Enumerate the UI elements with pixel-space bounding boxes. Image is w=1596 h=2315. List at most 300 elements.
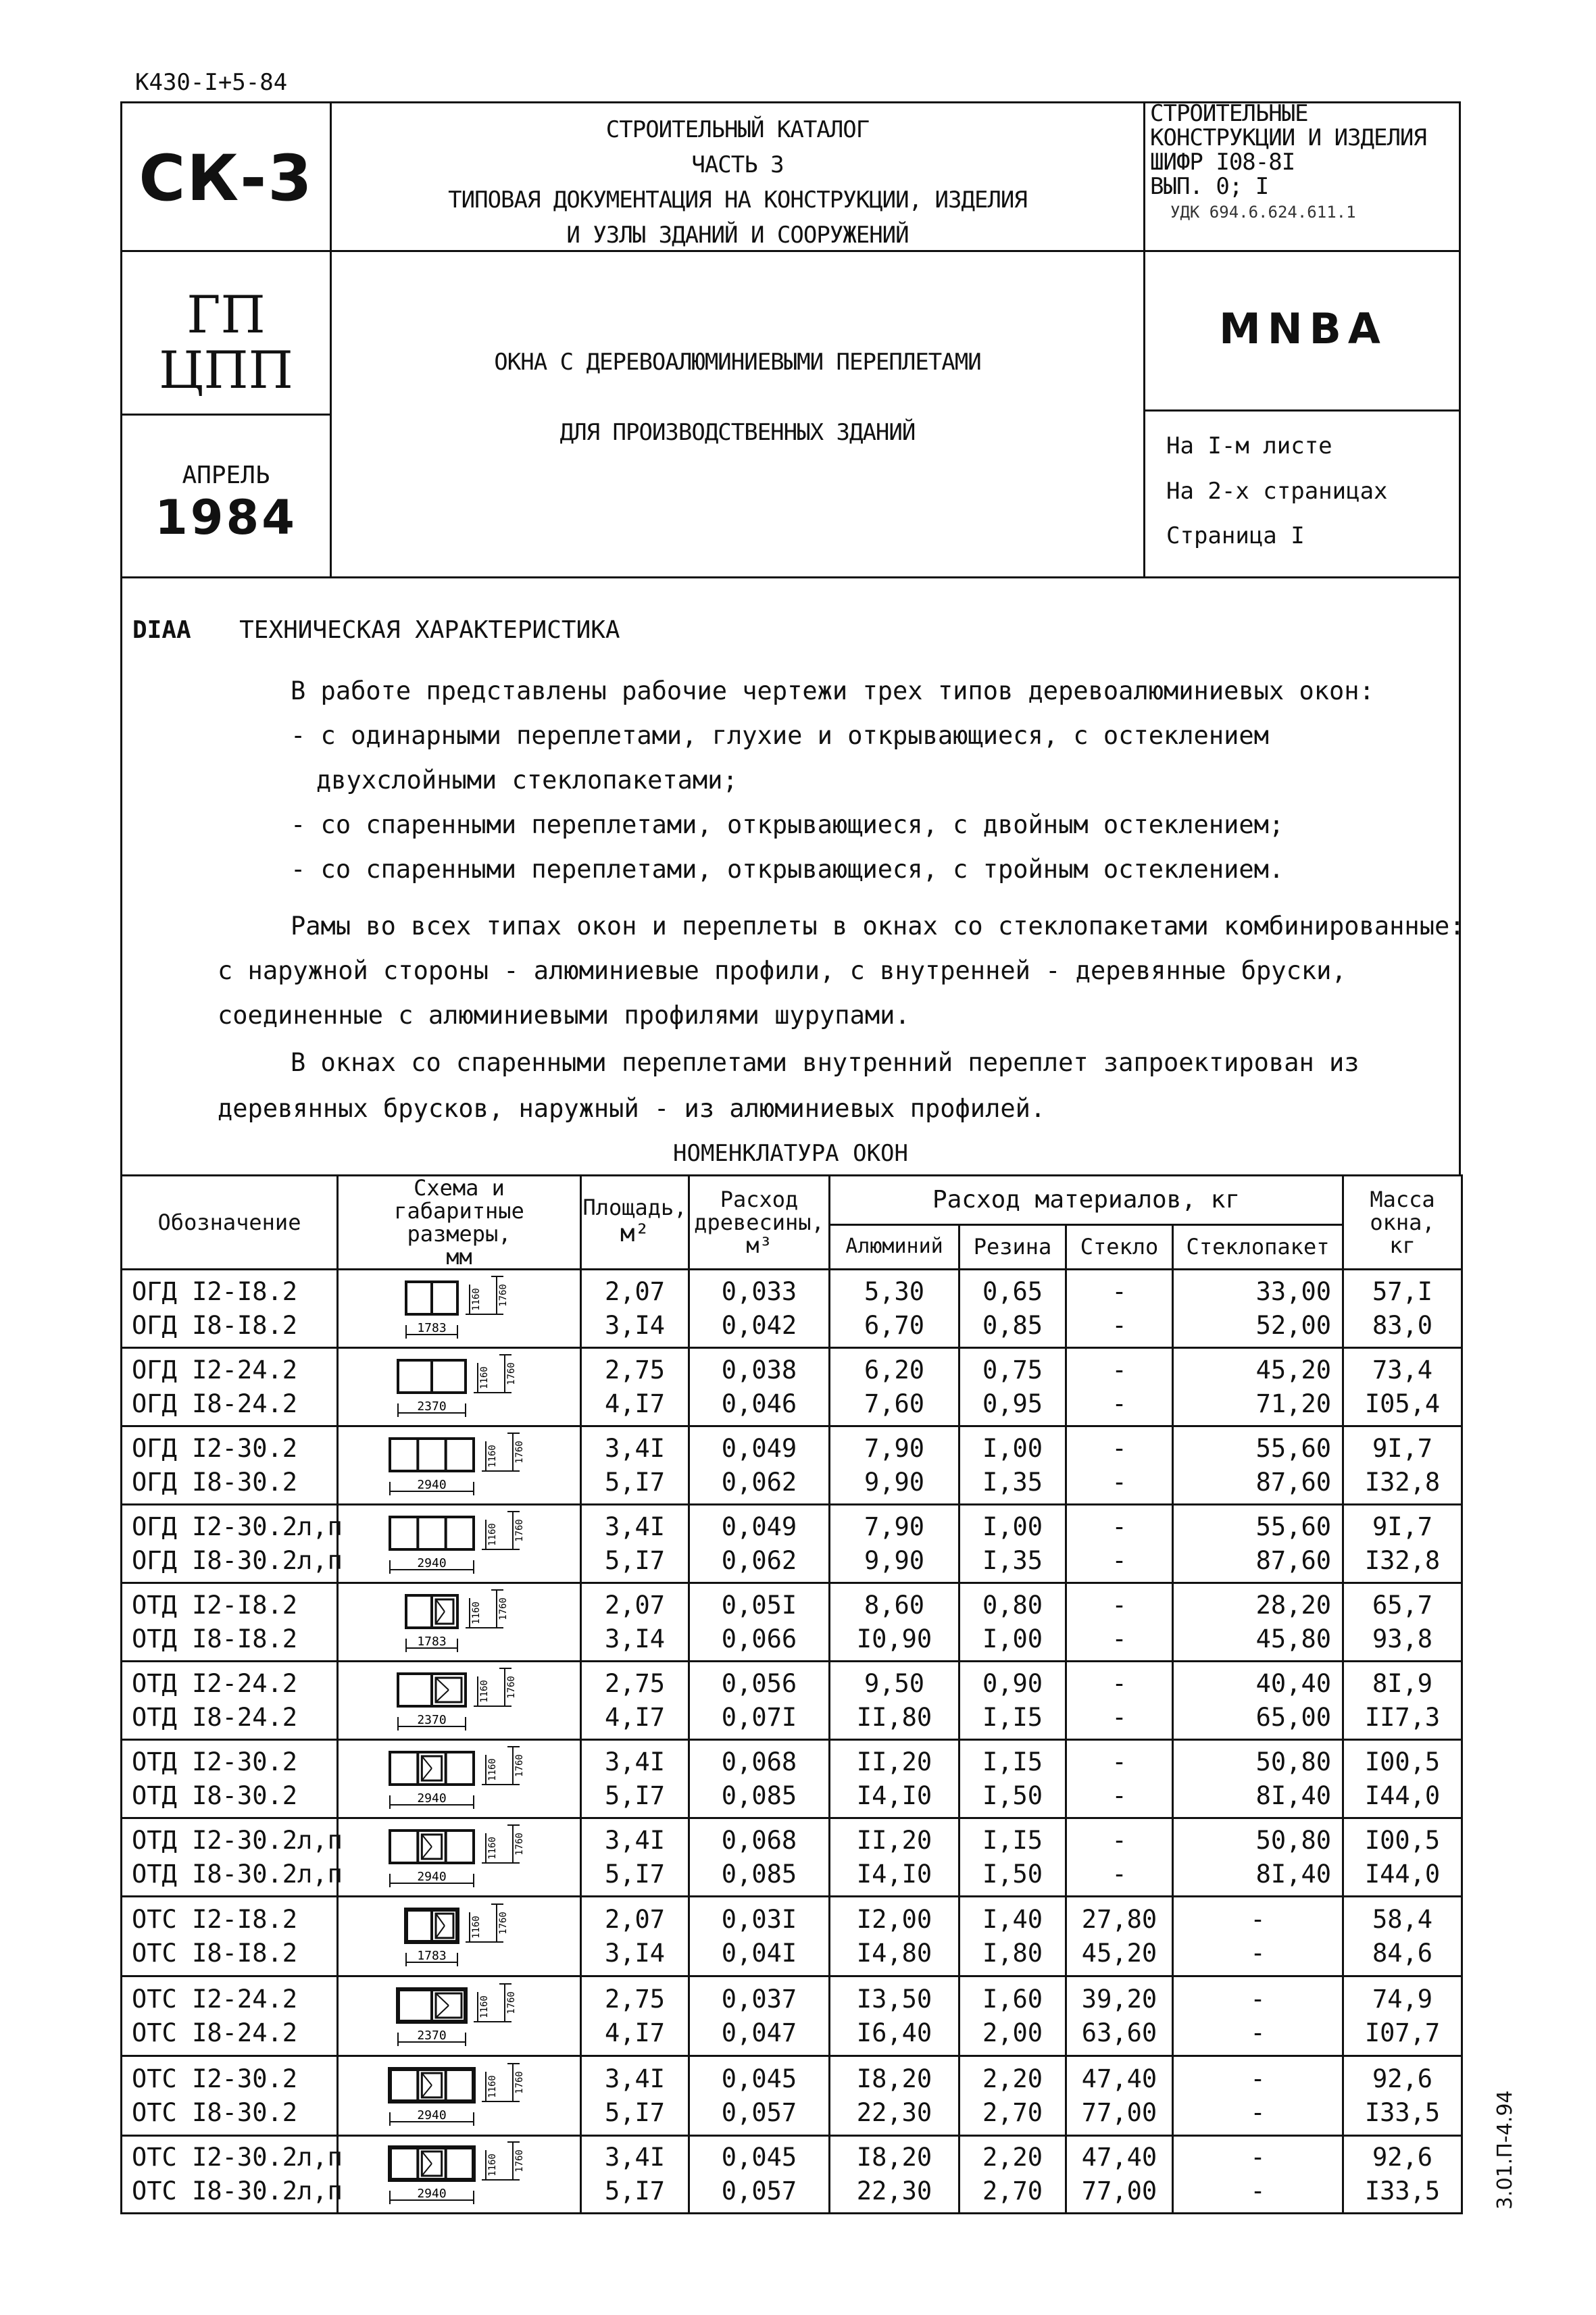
cell-al (830, 1426, 959, 1505)
cell-rub (959, 1348, 1066, 1426)
cell-wood (689, 1426, 830, 1505)
cell-al (830, 1505, 959, 1583)
schema-height-label: 1160 (479, 1679, 490, 1703)
cell-value: 0,062 (721, 1467, 797, 1497)
cell-unit (1173, 1740, 1343, 1818)
section-line: СТРОИТЕЛЬНЫЕ (1150, 100, 1308, 127)
header-area (581, 1176, 689, 1270)
cell-value: 0,90 (982, 1668, 1043, 1698)
cell-mass (1343, 1505, 1462, 1583)
header-wood-line: древесины, (694, 1210, 824, 1235)
cell-value: ОТС I2-30.2л,п (132, 2143, 343, 2172)
cell-value: I,40 (982, 1904, 1043, 1934)
cell-des (122, 1270, 338, 1348)
cell-value: 2,20 (982, 2143, 1043, 2172)
cell-value: 0,042 (721, 1310, 797, 1340)
header-schema-line: Схема и (414, 1175, 505, 1201)
window-schema-icon (339, 1978, 579, 2051)
cell-value: 9,50 (864, 1668, 925, 1698)
cell-value: ОТД I8-30.2л,п (132, 1859, 343, 1889)
cell-value: 87,60 (1255, 1545, 1332, 1575)
cell-rub (959, 1583, 1066, 1662)
cell-value: - (1112, 1467, 1127, 1497)
cell-al (830, 1897, 959, 1976)
issue-date (122, 459, 330, 543)
paragraph-line: с наружной стороны - алюминиевые профили, с внутренней - деревянные бруски, (218, 956, 1347, 985)
cell-value: 0,80 (982, 1590, 1043, 1620)
cell-value: I0,90 (856, 1624, 932, 1653)
schema-width-label: 2940 (417, 2108, 447, 2122)
cell-value: - (1112, 1512, 1127, 1541)
cell-value: - (1112, 1859, 1127, 1889)
cell-value: 50,80 (1255, 1825, 1332, 1855)
cell-value: II7,3 (1364, 1702, 1441, 1732)
cell-rub (959, 1897, 1066, 1976)
cell-value: ОТС I2-24.2 (132, 1984, 298, 2014)
sheet-info-line: Страница I (1166, 522, 1305, 549)
cell-rub (959, 1662, 1066, 1740)
schema-width-label: 2940 (417, 2187, 447, 2201)
cell-area (581, 1740, 689, 1818)
cell-value: I8,20 (856, 2064, 932, 2093)
cell-wood (689, 2136, 830, 2214)
schema-width-label: 1783 (417, 1634, 447, 1649)
cell-value: 0,07I (721, 1702, 797, 1732)
schema-height-label: 1160 (487, 1444, 498, 1468)
cell-value: 8I,40 (1255, 1859, 1332, 1889)
cell-value: I,80 (982, 1938, 1043, 1968)
paragraph-line: - с одинарными переплетами, глухие и открывающиеся, с остеклением (291, 721, 1269, 750)
cell-value: 3,I4 (604, 1938, 666, 1968)
cell-rub (959, 2056, 1066, 2136)
schema-height-label: 1760 (498, 1911, 509, 1935)
cell-value: - (1112, 1310, 1127, 1340)
cell-value: ОГД I2-24.2 (132, 1355, 298, 1385)
cell-value: ОТД I2-24.2 (132, 1668, 298, 1698)
cell-rub (959, 1976, 1066, 2056)
cell-unit (1173, 2056, 1343, 2136)
cell-al (830, 1818, 959, 1897)
cell-value: 77,00 (1081, 2097, 1157, 2127)
cell-value: - (1250, 1904, 1266, 1934)
schema-height-label: 1160 (487, 2074, 498, 2098)
cell-al (830, 1583, 959, 1662)
cell-value: 2,70 (982, 2097, 1043, 2127)
side-code: 3.01.П-4.94 (1493, 2090, 1517, 2210)
cell-area (581, 1426, 689, 1505)
schema-height-label: 1760 (506, 1362, 517, 1385)
cell-value: 0,045 (721, 2143, 797, 2172)
cell-value: 9I,7 (1372, 1433, 1433, 1463)
cell-value: 2,07 (604, 1276, 666, 1306)
section-heading (132, 616, 620, 644)
cell-value: 73,4 (1372, 1355, 1433, 1385)
header-mass-line: окна, (1370, 1210, 1435, 1235)
sheet-info (1166, 423, 1457, 558)
schema-height-label: 1760 (506, 1675, 517, 1699)
cell-value: 28,20 (1255, 1590, 1332, 1620)
cell-al (830, 1976, 959, 2056)
header-area-line: Площадь, (582, 1195, 687, 1220)
cell-value: 3,4I (604, 1512, 666, 1541)
cell-value: 7,60 (864, 1389, 925, 1418)
cell-value: I,60 (982, 1984, 1043, 2014)
cell-value: 0,068 (721, 1747, 797, 1776)
paragraph-line: - со спаренными переплетами, открывающиеся, с двойным остеклением; (291, 810, 1285, 839)
table-row (122, 1662, 1462, 1740)
cell-value: ОГД I8-30.2 (132, 1467, 298, 1497)
cell-schema (338, 1426, 581, 1505)
schema-height-label: 1160 (479, 1366, 490, 1389)
cell-value: 3,I4 (604, 1310, 666, 1340)
cell-value: - (1112, 1276, 1127, 1306)
cell-value: 74,9 (1372, 1984, 1433, 2014)
cell-value: 0,95 (982, 1389, 1043, 1418)
window-schema-icon (339, 1428, 579, 1501)
cell-area (581, 1818, 689, 1897)
cell-area (581, 1505, 689, 1583)
cell-al (830, 2136, 959, 2214)
cell-wood (689, 1270, 830, 1348)
cell-unit (1173, 1662, 1343, 1740)
cell-glass (1066, 1897, 1173, 1976)
cell-value: 33,00 (1255, 1276, 1332, 1306)
window-schema-icon (339, 1349, 579, 1422)
header-mass-line: Масса (1370, 1187, 1435, 1212)
stamp-row-divider-3 (1143, 409, 1461, 412)
cell-value: ОТС I8-30.2л,п (132, 2176, 343, 2206)
cell-value: I,I5 (982, 1825, 1043, 1855)
cell-value: 4,I7 (604, 2018, 666, 2047)
cell-value: 0,057 (721, 2176, 797, 2206)
cell-value: I2,00 (856, 1904, 932, 1934)
cell-value: - (1250, 2143, 1266, 2172)
cell-value: 0,03I (721, 1904, 797, 1934)
cell-value: ОТД I2-30.2л,п (132, 1825, 343, 1855)
schema-width-label: 2370 (417, 2028, 447, 2043)
cell-unit (1173, 1818, 1343, 1897)
schema-height-label: 1160 (479, 1995, 490, 2018)
cell-value: 3,4I (604, 1747, 666, 1776)
cell-mass (1343, 1897, 1462, 1976)
cell-value: I00,5 (1364, 1747, 1441, 1776)
cell-value: 39,20 (1081, 1984, 1157, 2014)
document-title-line1: ОКНА С ДЕРЕВОАЛЮМИНИЕВЫМИ ПЕРЕПЛЕТАМИ (494, 349, 981, 376)
cell-value: 3,4I (604, 1433, 666, 1463)
schema-width-label: 2370 (417, 1712, 447, 1727)
cell-value: I32,8 (1364, 1467, 1441, 1497)
schema-width-label: 2370 (417, 1399, 447, 1414)
cell-value: 0,085 (721, 1781, 797, 1810)
cell-value: 63,60 (1081, 2018, 1157, 2047)
header-area-line: м² (620, 1220, 650, 1247)
header-wood (689, 1176, 830, 1270)
cell-value: 45,20 (1255, 1355, 1332, 1385)
cell-value: - (1112, 1702, 1127, 1732)
schema-height-label: 1760 (514, 1518, 525, 1542)
cell-value: 92,6 (1372, 2064, 1433, 2093)
cell-value: 50,80 (1255, 1747, 1332, 1776)
cell-value: 4,I7 (604, 1389, 666, 1418)
cell-value: 0,068 (721, 1825, 797, 1855)
cell-area (581, 1897, 689, 1976)
cell-mass (1343, 1348, 1462, 1426)
cell-value: 57,I (1372, 1276, 1433, 1306)
cell-value: I,00 (982, 1433, 1043, 1463)
cell-wood (689, 1740, 830, 1818)
paragraph-line: В работе представлены рабочие чертежи трех типов деревоалюминиевых окон: (291, 676, 1374, 705)
cell-value: - (1250, 1984, 1266, 2014)
paragraph-line: соединенные с алюминиевыми профилями шурупами. (218, 1001, 910, 1030)
cell-value: - (1250, 2176, 1266, 2206)
cell-value: ОГД I2-30.2 (132, 1433, 298, 1463)
schema-width-label: 1783 (417, 1320, 447, 1335)
cell-schema (338, 1583, 581, 1662)
cell-value: 45,20 (1081, 1938, 1157, 1968)
window-schema-icon (339, 1271, 579, 1344)
cell-value: ОГД I2-30.2л,п (132, 1512, 343, 1541)
cell-value: 47,40 (1081, 2143, 1157, 2172)
sheet-info-line: На 2-х страницах (1166, 478, 1388, 505)
schema-height-label: 1760 (498, 1597, 509, 1620)
cell-value: 71,20 (1255, 1389, 1332, 1418)
schema-height-label: 1160 (471, 1915, 482, 1939)
window-schema-icon (339, 1741, 579, 1814)
table-row (122, 1426, 1462, 1505)
header-rubber: Резина (959, 1224, 1066, 1269)
cell-value: 0,049 (721, 1433, 797, 1463)
cell-value: I,35 (982, 1467, 1043, 1497)
catalog-line: И УЗЛЫ ЗДАНИЙ И СООРУЖЕНИЙ (566, 222, 909, 249)
cell-value: 2,75 (604, 1984, 666, 2014)
cell-value: 40,40 (1255, 1668, 1332, 1698)
cell-des (122, 1426, 338, 1505)
cell-glass (1066, 1818, 1173, 1897)
cell-value: I,I5 (982, 1747, 1043, 1776)
cell-value: I33,5 (1364, 2176, 1441, 2206)
catalog-line: СТРОИТЕЛЬНЫЙ КАТАЛОГ (605, 116, 870, 143)
cell-area (581, 2136, 689, 2214)
table-row (122, 1818, 1462, 1897)
cell-des (122, 2136, 343, 2214)
cell-value: 3,I4 (604, 1624, 666, 1653)
cell-mass (1343, 1270, 1462, 1348)
issue-month: АПРЕЛЬ (182, 462, 270, 489)
cell-unit (1173, 1270, 1343, 1348)
cell-value: 5,30 (864, 1276, 925, 1306)
cell-value: - (1250, 2018, 1266, 2047)
cell-value: 5,I7 (604, 1859, 666, 1889)
cell-area (581, 1270, 689, 1348)
cell-value: 0,057 (721, 2097, 797, 2127)
cell-value: I,50 (982, 1859, 1043, 1889)
cell-value: I44,0 (1364, 1859, 1441, 1889)
cell-wood (689, 1976, 830, 2056)
header-schema-line: размеры, (407, 1221, 512, 1247)
cell-value: ОГД I8-I8.2 (132, 1310, 298, 1340)
cell-value: 0,046 (721, 1389, 797, 1418)
section-line: ШИФР I08-8I (1150, 149, 1295, 176)
cell-value: I3,50 (856, 1984, 932, 2014)
cell-value: 5,I7 (604, 1467, 666, 1497)
cell-value: 2,00 (982, 2018, 1043, 2047)
cell-value: 6,20 (864, 1355, 925, 1385)
cell-value: 92,6 (1372, 2143, 1433, 2172)
cell-value: 3,4I (604, 1825, 666, 1855)
cell-value: 2,07 (604, 1590, 666, 1620)
cell-value: 0,65 (982, 1276, 1043, 1306)
cell-value: 6,70 (864, 1310, 925, 1340)
table-row (122, 1348, 1462, 1426)
cell-value: 0,037 (721, 1984, 797, 2014)
sheet-info-line: На I-м листе (1166, 432, 1332, 459)
window-schema-icon (339, 2137, 579, 2210)
cell-value: 2,70 (982, 2176, 1043, 2206)
header-designation: Обозначение (122, 1176, 338, 1270)
cell-value: 87,60 (1255, 1467, 1332, 1497)
cell-des (122, 1505, 343, 1583)
section-title: ТЕХНИЧЕСКАЯ ХАРАКТЕРИСТИКА (239, 616, 620, 644)
header-wood-line: м³ (746, 1233, 772, 1258)
cell-glass (1066, 2136, 1173, 2214)
cell-value: - (1112, 1433, 1127, 1463)
cell-schema (338, 2056, 581, 2136)
cell-mass (1343, 1740, 1462, 1818)
cell-value: ОТС I8-I8.2 (132, 1938, 298, 1968)
paragraph-line: - со спаренными переплетами, открывающиеся, с тройным остеклением. (291, 855, 1285, 884)
cell-value: I00,5 (1364, 1825, 1441, 1855)
cell-glass (1066, 2056, 1173, 2136)
cell-mass (1343, 1583, 1462, 1662)
body-frame-right (1459, 578, 1461, 1174)
cell-schema (338, 1662, 581, 1740)
developer-code: МNВА (1219, 304, 1387, 353)
cell-rub (959, 1818, 1066, 1897)
cell-unit (1173, 2136, 1343, 2214)
cell-value: 47,40 (1081, 2064, 1157, 2093)
cell-glass (1066, 1505, 1173, 1583)
schema-width-label: 2940 (417, 1555, 447, 1570)
cell-value: 9,90 (864, 1545, 925, 1575)
cell-wood (689, 1583, 830, 1662)
schema-height-label: 1160 (487, 2154, 498, 2176)
cell-value: 5,I7 (604, 1781, 666, 1810)
cell-al (830, 2056, 959, 2136)
issue-year: 1984 (155, 490, 297, 545)
cell-value: 3,4I (604, 2064, 666, 2093)
cell-value: 9I,7 (1372, 1512, 1433, 1541)
cell-value: ОГД I2-I8.2 (132, 1276, 298, 1306)
schema-height-label: 1760 (514, 1440, 525, 1464)
cell-mass (1343, 1662, 1462, 1740)
cell-value: ОТД I8-I8.2 (132, 1624, 298, 1653)
schema-height-label: 1760 (514, 1753, 525, 1777)
cell-glass (1066, 1348, 1173, 1426)
cell-schema (338, 1897, 581, 1976)
catalog-title (332, 112, 1143, 253)
cell-area (581, 1662, 689, 1740)
cell-schema (338, 1270, 581, 1348)
cell-value: I,00 (982, 1512, 1043, 1541)
schema-height-label: 1760 (514, 1832, 525, 1856)
cell-unit (1173, 1426, 1343, 1505)
cell-value: 55,60 (1255, 1433, 1332, 1463)
cell-value: 22,30 (856, 2097, 932, 2127)
cell-value: 5,I7 (604, 2097, 666, 2127)
cell-value: - (1112, 1747, 1127, 1776)
paragraph-line: В окнах со спаренными переплетами внутренний переплет запроектирован из (291, 1048, 1360, 1077)
cell-mass (1343, 1426, 1462, 1505)
window-schema-icon (339, 1663, 579, 1736)
cell-value: 0,062 (721, 1545, 797, 1575)
cell-area (581, 1583, 689, 1662)
cell-rub (959, 1270, 1066, 1348)
cell-value: 4,I7 (604, 1702, 666, 1732)
cell-value: 9,90 (864, 1467, 925, 1497)
cell-value: I07,7 (1364, 2018, 1441, 2047)
cell-glass (1066, 1662, 1173, 1740)
table-row (122, 2056, 1462, 2136)
cell-value: I,50 (982, 1781, 1043, 1810)
paragraph-line: деревянных брусков, наружный - из алюминиевых профилей. (218, 1094, 1046, 1123)
cell-rub (959, 1426, 1066, 1505)
cell-value: II,20 (856, 1825, 932, 1855)
header-glass-unit: Стеклопакет (1173, 1224, 1343, 1269)
cell-value: - (1112, 1624, 1127, 1653)
schema-height-label: 1160 (487, 1836, 498, 1860)
cell-value: ОГД I8-30.2л,п (132, 1545, 343, 1575)
cell-value: 65,7 (1372, 1590, 1433, 1620)
cell-value: I6,40 (856, 2018, 932, 2047)
cell-value: 27,80 (1081, 1904, 1157, 1934)
cell-value: - (1250, 2097, 1266, 2127)
cell-value: I8,20 (856, 2143, 932, 2172)
header-wood-line: Расход (720, 1187, 799, 1212)
table-caption: НОМЕНКЛАТУРА ОКОН (673, 1140, 908, 1167)
cell-value: 2,75 (604, 1355, 666, 1385)
schema-height-label: 1760 (514, 2149, 525, 2172)
cell-schema (338, 1740, 581, 1818)
catalog-line: ТИПОВАЯ ДОКУМЕНТАЦИЯ НА КОНСТРУКЦИИ, ИЗДЕЛИЯ (448, 186, 1027, 214)
cell-al (830, 1662, 959, 1740)
cell-mass (1343, 1976, 1462, 2056)
cell-value: 55,60 (1255, 1512, 1332, 1541)
cell-rub (959, 1740, 1066, 1818)
catalog-line: ЧАСТЬ 3 (691, 151, 784, 178)
cell-schema (338, 1505, 581, 1583)
window-schema-icon (339, 2058, 579, 2131)
cell-rub (959, 1505, 1066, 1583)
schema-height-label: 1160 (487, 1758, 498, 1781)
schema-height-label: 1760 (498, 1283, 509, 1307)
cell-value: I4,80 (856, 1938, 932, 1968)
section-block (1150, 101, 1454, 226)
table-row (122, 1740, 1462, 1818)
cell-value: 0,75 (982, 1355, 1043, 1385)
cell-value: - (1112, 1590, 1127, 1620)
section-code: DIAA (132, 616, 191, 644)
header-schema-line: мм (446, 1244, 472, 1270)
cell-value: 3,4I (604, 2143, 666, 2172)
cell-unit (1173, 1583, 1343, 1662)
header-materials: Расход материалов, кг (830, 1176, 1343, 1225)
cell-wood (689, 1505, 830, 1583)
cell-value: 5,I7 (604, 1545, 666, 1575)
cell-value: I4,I0 (856, 1859, 932, 1889)
cell-value: ОТС I2-30.2 (132, 2064, 298, 2093)
cell-des (122, 1976, 338, 2056)
cell-unit (1173, 1348, 1343, 1426)
